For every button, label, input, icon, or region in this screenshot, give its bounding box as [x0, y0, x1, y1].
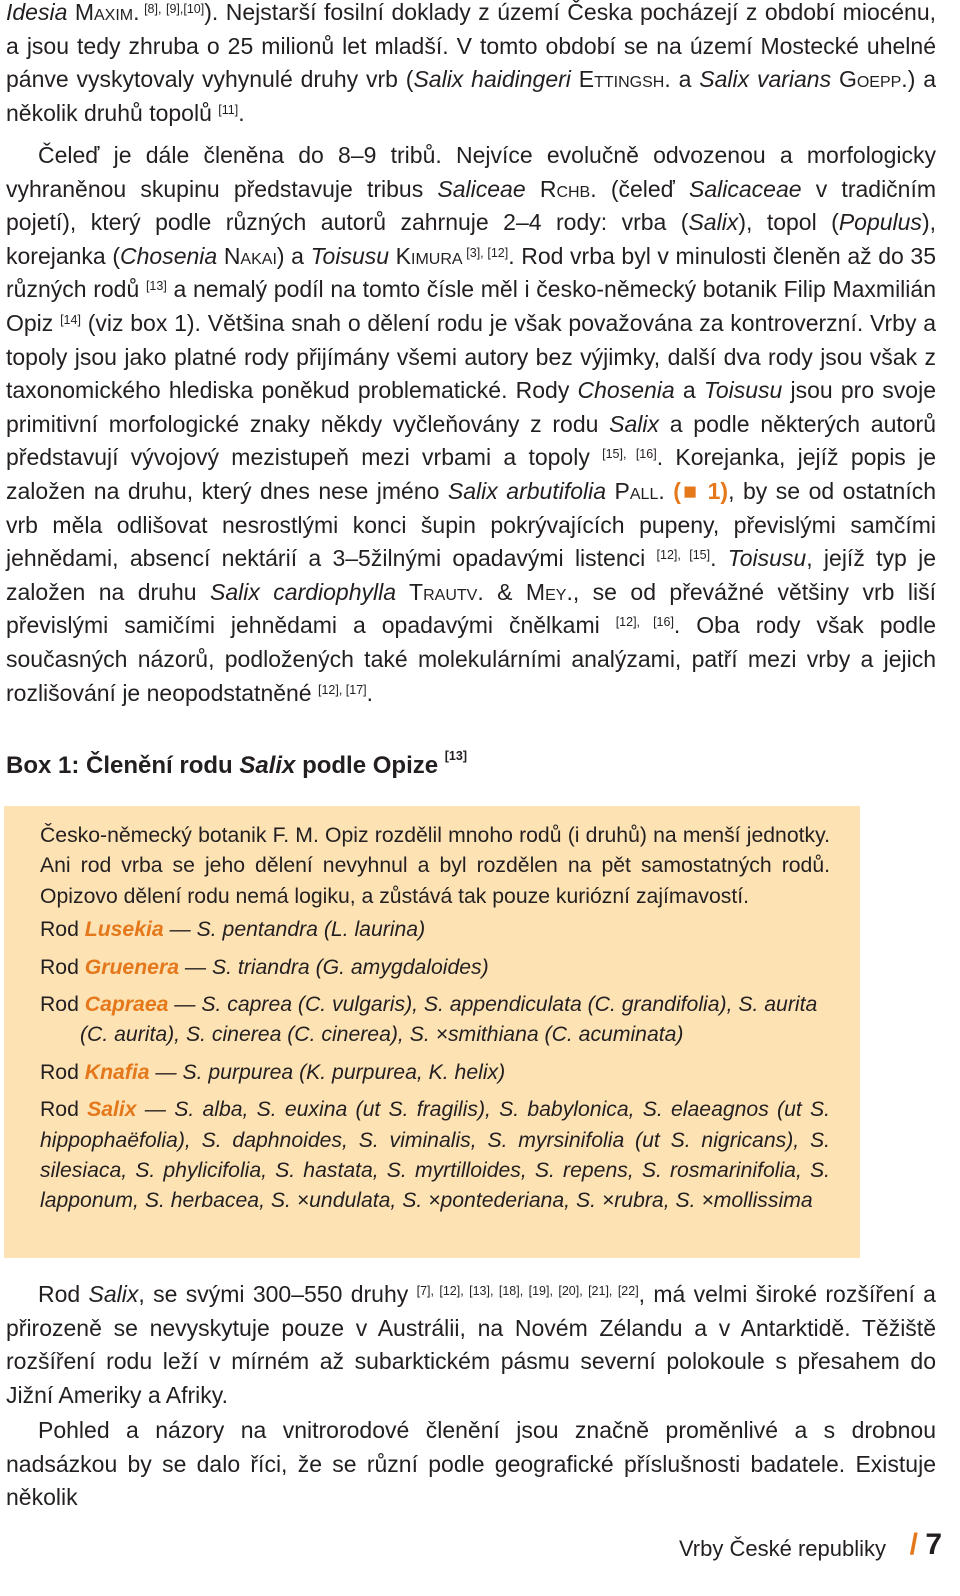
text-run: . — [710, 545, 728, 572]
paragraph-fossils — [6, 0, 936, 130]
rod-label: Rod — [40, 993, 85, 1017]
rod-label: Rod — [40, 955, 85, 979]
footer-separator: / — [909, 1528, 918, 1561]
text-run: . Korejanka, jejíž popis je založen na druhu, který dnes nese jméno — [6, 444, 936, 504]
box-title — [6, 749, 467, 780]
text-run: a podle některých autorů představují vývojový mezistupeň mezi vrbami a topoly — [6, 410, 937, 471]
text-run: , by se od ostatních vrb měla odlišovat nesrostlými konci šupin pokrývajících pupeny, převislými samčími jehnědami, absencí nektárií a 3–5žilnými opadavými listenci — [6, 477, 937, 572]
rod-label: Rod — [40, 918, 85, 942]
box-title-text: podle Opize — [295, 752, 445, 779]
citation: [13] — [444, 749, 467, 763]
text-run: ) a několik druhů topolů — [6, 66, 937, 126]
taxon-name: Salix — [609, 410, 660, 437]
text-run: ) a — [276, 242, 311, 269]
box-intro: Česko-německý botanik F. M. Opiz rozdělil mnoho rodů (i druhů) na menší jednotky. Ani rod vrba se jeho dělení nevyhnul a byl rozdělen na pět samostatných rodů. Opizovo dělení rodu nemá logiku, a zůstává tak pouze kuriózní zajímavostí. — [40, 824, 830, 908]
species-list: — S. alba, S. euxina (ut S. fragilis), S. babylonica, S. elaeagnos (ut S. hippophaëfolia), S. daphnoides, S. viminalis, S. myrsinifolia (ut S. nigricans), S. silesiaca, S. phylicifolia, S. hastata, S. myrtilloides, S. repens, S. rosmarinifolia, S. lapponum, S. herbacea, S. ×undulata, S. ×pontederiana, S. ×rubra, S. ×mollissima — [40, 1098, 830, 1213]
text-run: . — [366, 679, 374, 706]
genus-name: Salix — [88, 1281, 139, 1307]
rod-label: Rod — [40, 1098, 88, 1122]
info-box-content — [40, 821, 830, 1224]
taxon-name: Salix arbutifolia — [447, 477, 607, 504]
text-run: , má velmi široké rozšíření a přirozeně se nevyskytuje pouze v Austrálii, na Novém Zélandu a v Antarktidě. Těžiště rozšíření rodu leží v mírném až subarktickém pásmu severní polokoule s přesahem do Jižní Ameriky a Afriky. — [6, 1281, 936, 1408]
genus-entry-salix — [40, 1095, 830, 1217]
genus-name: Idesia — [6, 0, 75, 25]
taxon-name: Salix — [688, 209, 739, 236]
author-abbrev: Ettingsh. — [570, 66, 671, 93]
taxon-name: Toisusu — [727, 545, 807, 572]
box-title-text: Box 1: Členění rodu — [6, 752, 240, 779]
citation: [7], [12], [13], [18], [19], [20], [21], [22] — [416, 1284, 639, 1298]
author-abbrev: Goepp. — [831, 66, 908, 93]
author-abbrev: Rchb. — [525, 175, 597, 202]
genus-entry-gruenera — [40, 953, 830, 983]
text-run: a — [670, 66, 700, 93]
species-name: Salix varians — [699, 66, 832, 93]
text-run: (viz box 1). Většina snah o dělení rodu je však považována za kontroverzní. Vrby a topoly jsou jako platné rody přijímány všemi autory bez výjimky, další dva rody jsou však z taxonomického hlediska poněkud problematické. Rody — [6, 309, 937, 404]
author-abbrev: Pall. — [606, 477, 665, 504]
text-run: ). Nejstarší fosilní doklady z území Česka pocházejí z období miocénu, a jsou tedy zhruba o 25 milionů let mladší. V tomto období se na území Mostecké uhelné pánve vyskytovaly vyhynulé druhy vrb ( — [6, 0, 936, 93]
genus-entry-capraea — [40, 990, 830, 1051]
text-run: , se od převážné většiny vrb liší převislými samičími jehnědami a opadavými čnělkami — [6, 578, 936, 639]
citation: [12], [15] — [656, 548, 711, 563]
paragraph-classification — [6, 1414, 936, 1515]
text-run: v tradičním pojetí), který podle různých autorů zahrnuje 2–4 rody: vrba ( — [6, 175, 937, 236]
text-run: , se svými 300–550 druhy — [138, 1281, 417, 1307]
genus-name: Gruenera — [84, 955, 179, 979]
author-abbrev: Maxim. — [74, 0, 140, 25]
taxon-name: Chosenia — [120, 242, 218, 269]
genus-entry-lusekia — [40, 915, 830, 945]
text-run: ), korejanka ( — [6, 209, 936, 269]
taxon-name: Chosenia — [577, 377, 675, 404]
taxon-name: Salicaceae — [689, 175, 802, 202]
genus-name: Capraea — [84, 993, 169, 1017]
citation: [13] — [145, 279, 167, 294]
page-number: 7 — [925, 1528, 942, 1561]
citation: [12], [17] — [318, 682, 367, 697]
taxon-name: Saliceae — [437, 175, 526, 202]
citation: [11] — [218, 102, 239, 117]
box-title-genus: Salix — [239, 752, 296, 779]
figure-reference-link[interactable]: (■ 1) — [673, 477, 729, 504]
author-abbrev: Nakai — [217, 242, 277, 269]
text-run: Rod — [38, 1281, 89, 1307]
citation: [14] — [60, 312, 81, 327]
text-run: (čeleď — [596, 175, 690, 202]
author-abbrev: Kimura — [389, 242, 463, 269]
species-list-continued: (C. aurita), S. cinerea (C. cinerea), S. ×smithiana (C. acuminata) — [80, 1023, 684, 1047]
species-list: — S. triandra (G. amygdaloides) — [178, 955, 489, 979]
taxon-name: Populus — [838, 209, 922, 236]
genus-entry-knafia — [40, 1058, 830, 1088]
text-run: Čeleď je dále členěna do 8–9 tribů. Nejvíce evolučně odvozenou a morfologicky vyhraněnou skupinu představuje tribus — [6, 142, 936, 202]
genus-name: Salix — [87, 1098, 137, 1122]
text-run: jsou pro svoje primitivní morfologické znaky někdy vyčleňovány z rodu — [6, 377, 936, 437]
citation: [8], [9],[10] — [139, 2, 205, 16]
paragraph-distribution — [6, 1278, 936, 1412]
text-run: . — [238, 99, 245, 126]
author-abbrev: Trautv. & Mey. — [396, 578, 573, 605]
text-run: ), topol ( — [738, 209, 839, 236]
genus-name: Knafia — [84, 1060, 150, 1084]
species-name: Salix haidingeri — [413, 66, 571, 93]
text-run: . Rod vrba byl v minulosti členěn až do 35 různých rodů — [6, 242, 937, 303]
text-run: Pohled a názory na vnitrorodové členění jsou značně proměnlivé a s drobnou nadsázkou by se dalo říci, že se různí podle geografické příslušnosti badatele. Existuje několik — [6, 1417, 936, 1511]
text-run: a nemalý podíl na tomto čísle měl i česko-německý botanik Filip Maxmilián Opiz — [6, 276, 936, 336]
citation: [3], [12] — [462, 245, 509, 260]
citation: [12], [16] — [615, 615, 674, 630]
genus-name: Lusekia — [84, 918, 164, 942]
text-run — [665, 478, 674, 504]
citation: [15], [16] — [602, 447, 657, 462]
paragraph-tribes — [6, 139, 936, 710]
taxon-name: Toisusu — [310, 242, 390, 269]
rod-label: Rod — [40, 1060, 85, 1084]
info-box — [4, 806, 860, 1258]
text-run: , jejíž typ je založen na druhu — [6, 545, 936, 605]
species-list: — S. purpurea (K. purpurea, K. helix) — [149, 1060, 506, 1084]
running-footer-title: Vrby České republiky — [678, 1536, 886, 1561]
species-list: — S. caprea (C. vulgaris), S. appendiculata (C. grandifolia), S. aurita — [168, 993, 818, 1017]
taxon-name: Salix cardiophylla — [210, 578, 397, 605]
taxon-name: Toisusu — [703, 377, 783, 404]
text-run: . Oba rody však podle současných názorů, podložených také molekulárními analýzami, patří mezi vrby a jejich rozlišování je neopodstatněné — [6, 612, 936, 706]
species-list: — S. pentandra (L. laurina) — [163, 918, 426, 942]
text-run: a — [674, 377, 704, 404]
